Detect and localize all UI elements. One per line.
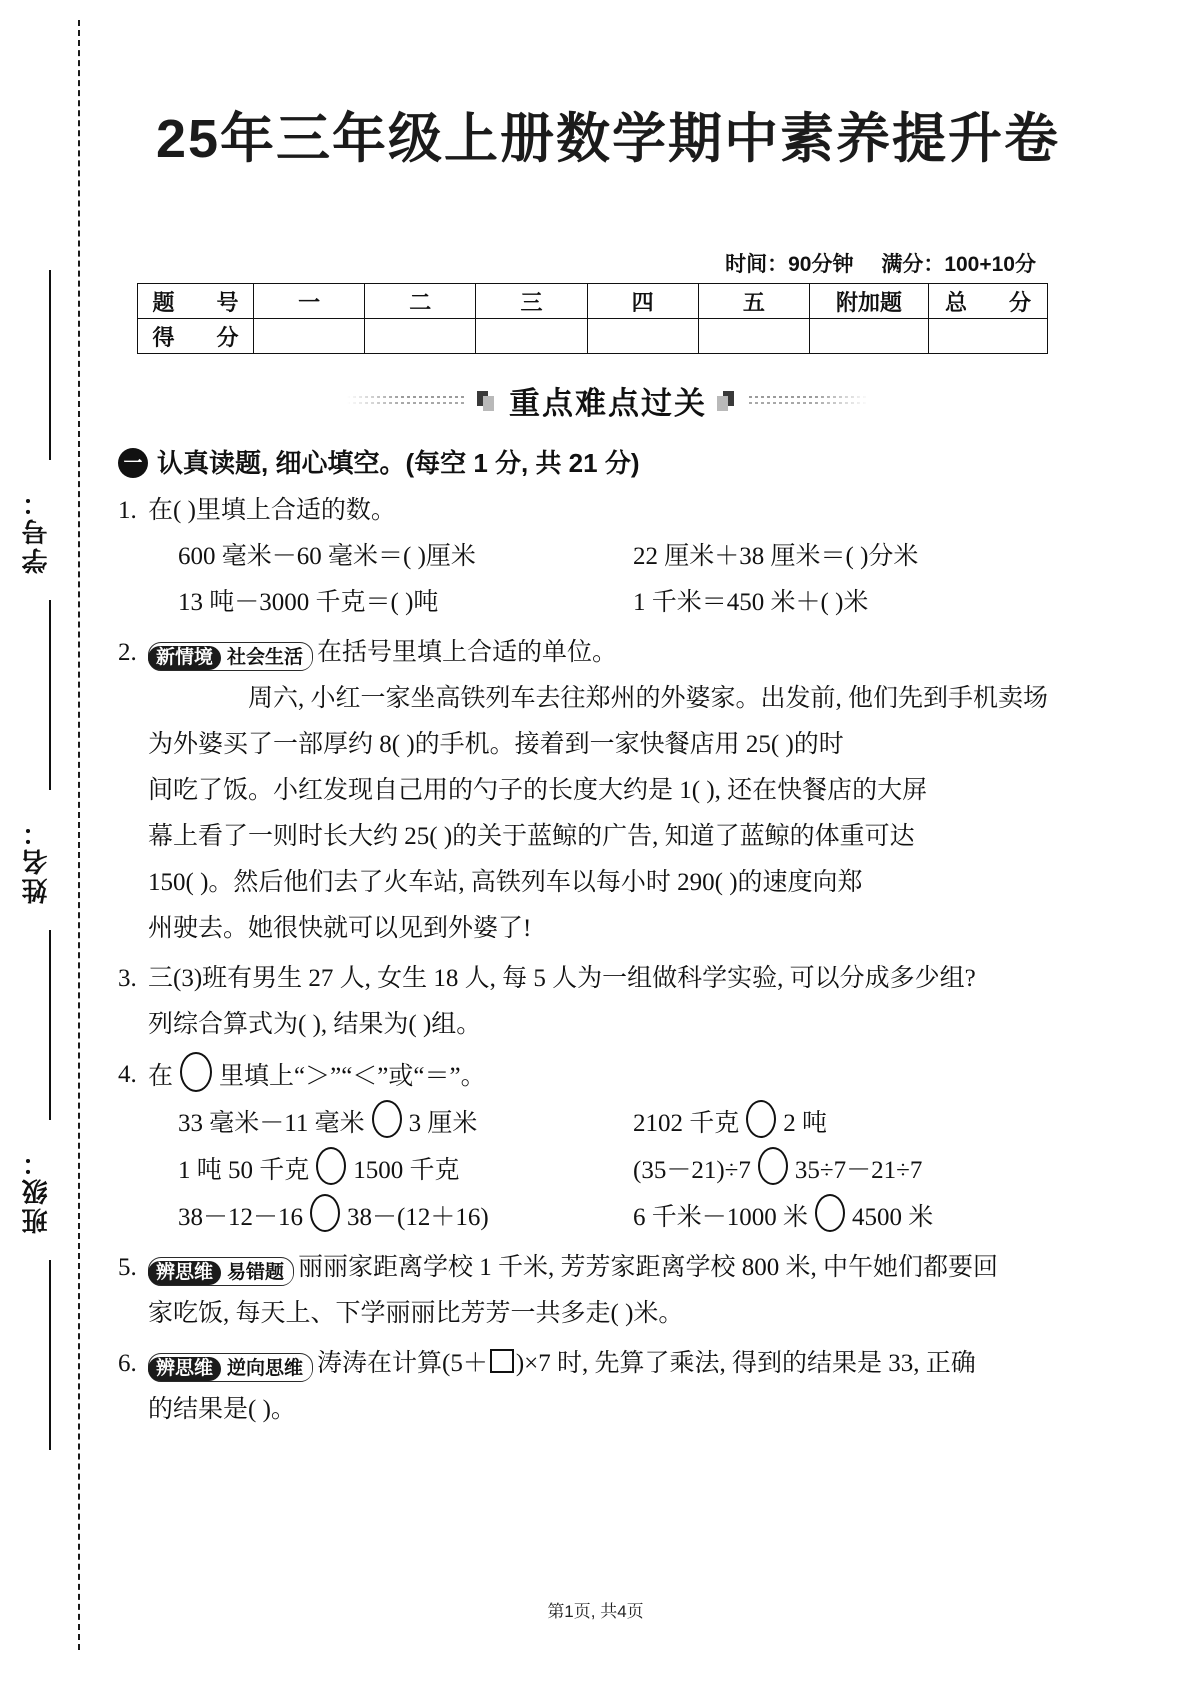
- score-col-extra: 附加题: [810, 284, 929, 319]
- banner-square-right-icon: [717, 391, 739, 411]
- question-4-row-3-right-b: 4500 米: [852, 1204, 934, 1231]
- question-4-row-1: [148, 1100, 1063, 1147]
- question-2-prompt-line: [148, 630, 1063, 676]
- answer-rule-name: [49, 930, 51, 1120]
- question-2-para-line-6: 州驶去。她很快就可以见到外婆了!: [148, 915, 532, 942]
- question-6: [118, 1341, 1063, 1433]
- score-col-3: 三: [476, 284, 587, 319]
- banner-dots-left-icon: [347, 393, 467, 409]
- score-cell-total[interactable]: [929, 319, 1048, 354]
- question-4-prompt-line: [148, 1052, 1063, 1100]
- question-4-row-2: [148, 1147, 1063, 1194]
- question-4-row-2-left: [178, 1147, 633, 1194]
- question-4: [118, 1052, 1063, 1241]
- question-6-line-2: 的结果是( )。: [148, 1396, 296, 1423]
- section-marker-one: 一: [118, 448, 148, 478]
- blank-square-icon[interactable]: [490, 1349, 514, 1373]
- page-footer: 第1页, 共4页: [547, 1602, 644, 1621]
- question-2-number: 2.: [118, 639, 137, 666]
- banner-square-left-icon: [477, 391, 499, 411]
- question-2-tag-social-life: 社会生活: [221, 646, 312, 670]
- exam-meta: [725, 248, 1036, 278]
- question-6-text-before: 涛涛在计算(5＋: [317, 1350, 488, 1377]
- question-2-para-line-1: 周六, 小红一家坐高铁列车去往郑州的外婆家。出发前, 他们先到手机卖场: [148, 685, 1049, 712]
- question-2-para-line-3: 间吃了饭。小红发现自己用的勺子的长度大约是 1( ), 还在快餐店的大屏: [148, 777, 928, 804]
- score-col-1: 一: [254, 284, 365, 319]
- question-4-prompt-before: 在: [148, 1063, 174, 1090]
- question-5-tag-error-prone: 易错题: [221, 1261, 293, 1285]
- question-1-prompt: 在( )里填上合适的数。: [148, 497, 396, 524]
- question-4-row-3-right-a: 6 千米－1000 米: [633, 1204, 809, 1231]
- question-6-tag-thinking: 辨思维: [148, 1357, 221, 1381]
- question-3-line-2: 列综合算式为( ), 结果为( )组。: [148, 1011, 482, 1038]
- question-5-line-2: 家吃饭, 每天上、下学丽丽比芳芳一共多走( )米。: [148, 1300, 684, 1327]
- question-2-tag-new-context: 新情境: [148, 646, 221, 670]
- page-title: 25年三年级上册数学期中素养提升卷: [155, 109, 1061, 169]
- score-cell-3[interactable]: [476, 319, 587, 354]
- score-col-5: 五: [698, 284, 809, 319]
- question-6-tags: [148, 1353, 313, 1382]
- question-5-tags: [148, 1257, 294, 1286]
- question-2-para-line-2: 为外婆买了一部厚约 8( )的手机。接着到一家快餐店用 25( )的时: [148, 731, 844, 758]
- compare-circle-icon[interactable]: [758, 1147, 788, 1185]
- question-4-row-2-right-a: (35－21)÷7: [633, 1157, 751, 1184]
- exam-time: 时间：90分钟: [725, 253, 854, 276]
- question-6-tag-reverse-thinking: 逆向思维: [221, 1357, 312, 1381]
- question-4-row-2-left-b: 1500 千克: [353, 1157, 460, 1184]
- question-1-row-2-right: 1 千米＝450 米＋( )米: [633, 589, 869, 616]
- question-4-row-1-right-b: 2 吨: [783, 1110, 828, 1137]
- question-2-tags: [148, 642, 313, 671]
- section-banner: [108, 378, 1108, 423]
- margin-label-student-id: 学号：: [21, 486, 51, 574]
- question-4-row-3-left-b: 38－(12＋16): [347, 1204, 489, 1231]
- compare-circle-icon[interactable]: [815, 1194, 845, 1232]
- question-4-prompt-after: 里填上“＞”“＜”或“＝”。: [219, 1063, 486, 1090]
- dashed-cut-line: [78, 20, 80, 1650]
- question-2-para-line-4: 幕上看了一则时长大约 25( )的关于蓝鲸的广告, 知道了蓝鲸的体重可达: [148, 823, 915, 850]
- score-col-4: 四: [587, 284, 698, 319]
- question-4-row-3: [148, 1194, 1063, 1241]
- score-col-2: 二: [365, 284, 476, 319]
- question-1-row-2-left: 13 吨－3000 千克＝( )吨: [178, 589, 439, 616]
- margin-label-class: 班级：: [21, 1146, 51, 1234]
- table-row-scores: [138, 319, 1048, 354]
- question-4-number: 4.: [118, 1061, 137, 1088]
- score-cell-5[interactable]: [698, 319, 809, 354]
- exam-full-score: 满分：100+10分: [881, 253, 1036, 276]
- question-4-row-1-left-b: 3 厘米: [408, 1110, 478, 1137]
- question-5-line-1: [148, 1245, 1063, 1291]
- question-4-row-3-left: [178, 1194, 633, 1241]
- score-table: [137, 283, 1048, 354]
- answer-rule-top: [49, 270, 51, 460]
- compare-circle-icon[interactable]: [310, 1194, 340, 1232]
- question-4-row-3-right: [633, 1194, 1063, 1241]
- answer-rule-student-id: [49, 600, 51, 790]
- question-4-row-1-right: [633, 1100, 1063, 1147]
- question-1-row-1-right: 22 厘米＋38 厘米＝( )分米: [633, 543, 919, 570]
- question-4-row-2-left-a: 1 吨 50 千克: [178, 1157, 310, 1184]
- question-1-row-2: [148, 580, 1063, 626]
- question-3-number: 3.: [118, 965, 137, 992]
- compare-circle-icon[interactable]: [746, 1100, 776, 1138]
- question-1-row-1: [148, 534, 1063, 580]
- score-row-label-number: 题 号: [138, 284, 254, 319]
- compare-circle-icon[interactable]: [372, 1100, 402, 1138]
- question-5-number: 5.: [118, 1254, 137, 1281]
- section-one-label: 认真读题, 细心填空。(每空 1 分, 共 21 分): [157, 448, 640, 478]
- margin-field-name: [0, 800, 72, 920]
- section-one-heading: [118, 448, 1063, 478]
- question-1: [118, 488, 1063, 626]
- margin-strip: [0, 0, 108, 1684]
- margin-field-class: [0, 1130, 72, 1250]
- question-5: [118, 1245, 1063, 1337]
- question-2-para-line-5: 150( )。然后他们去了火车站, 高铁列车以每小时 290( )的速度向郑: [148, 869, 863, 896]
- question-6-line-1: [148, 1341, 1063, 1387]
- score-cell-extra[interactable]: [810, 319, 929, 354]
- question-4-row-3-left-a: 38－12－16: [178, 1204, 304, 1231]
- question-6-text-after: )×7 时, 先算了乘法, 得到的结果是 33, 正确: [515, 1350, 976, 1377]
- question-6-number: 6.: [118, 1350, 137, 1377]
- question-1-number: 1.: [118, 497, 137, 524]
- question-3-line-1: 三(3)班有男生 27 人, 女生 18 人, 每 5 人为一组做科学实验, 可以分成多少组?: [148, 965, 976, 992]
- question-4-row-2-right-b: 35÷7－21÷7: [794, 1157, 923, 1184]
- score-cell-1[interactable]: [254, 319, 365, 354]
- question-4-row-1-right-a: 2102 千克: [633, 1110, 740, 1137]
- question-1-row-1-left: 600 毫米－60 毫米＝( )厘米: [178, 543, 476, 570]
- question-5-text-1: 丽丽家距离学校 1 千米, 芳芳家距离学校 800 米, 中午她们都要回: [298, 1254, 999, 1281]
- banner-dots-right-icon: [749, 393, 869, 409]
- table-row-header: [138, 284, 1048, 319]
- score-col-total: 总 分: [929, 284, 1048, 319]
- question-2: [118, 630, 1063, 952]
- question-4-row-1-left: [178, 1100, 633, 1147]
- score-cell-2[interactable]: [365, 319, 476, 354]
- answer-rule-class: [49, 1260, 51, 1450]
- exam-content: [118, 440, 1063, 1437]
- question-2-prompt: 在括号里填上合适的单位。: [317, 639, 618, 666]
- question-4-row-2-right: [633, 1147, 1063, 1194]
- margin-field-student-id: [0, 470, 72, 590]
- question-5-tag-thinking: 辨思维: [148, 1261, 221, 1285]
- score-cell-4[interactable]: [587, 319, 698, 354]
- score-row-label-score: 得 分: [138, 319, 254, 354]
- compare-circle-icon[interactable]: [180, 1052, 212, 1092]
- banner-title: 重点难点过关: [509, 386, 707, 421]
- question-3: [118, 956, 1063, 1048]
- margin-label-name: 姓名：: [21, 816, 51, 904]
- question-4-row-1-left-a: 33 毫米－11 毫米: [178, 1110, 365, 1137]
- compare-circle-icon[interactable]: [316, 1147, 346, 1185]
